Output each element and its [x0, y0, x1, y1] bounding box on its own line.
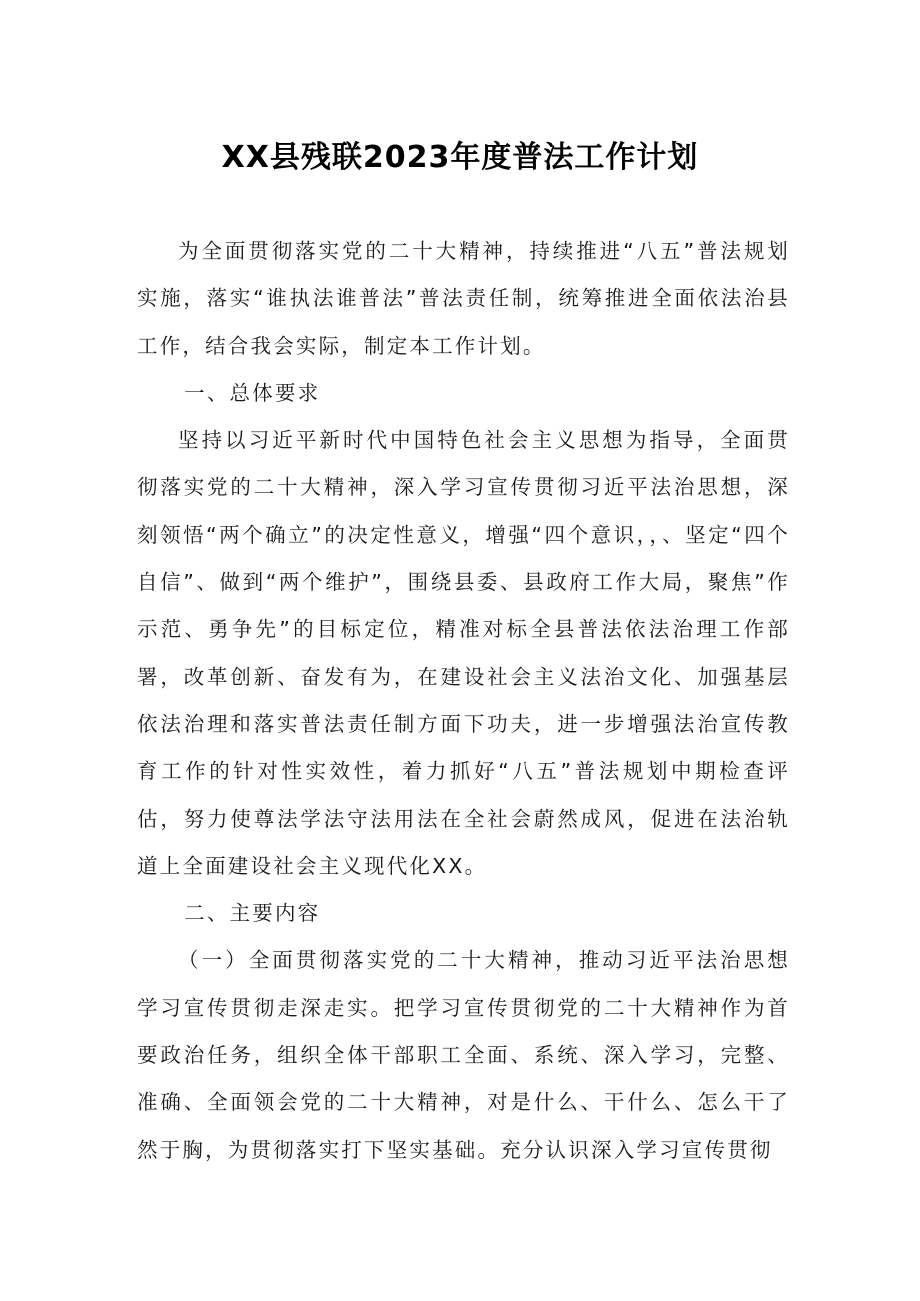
section-heading-2: 二、主要内容: [184, 901, 321, 926]
section-1-paragraph: 坚持以习近平新时代中国特色社会主义思想为指导，全面贯彻落实党的二十大精神，深入学习宣传贯彻习近平法治思想，深刻领悟“两个确立”的决定性意义，增强“四个意识，，、坚定“四个自信”、做到“两个维护”，围绕县委、县政府工作大局，聚焦”作示范、勇争先”的目标定位，精准对标全县普法依法治理工作部署，改革创新、奋发有为，在建设社会主义法治文化、加强基层依法治理和落实普法责任制方面下功夫，进一步增强法治宣传教育工作的针对性实效性，着力抓好“八五”普法规划中期检查评估，努力使尊法学法守法用法在全社会蔚然成风，促进在法治轨道上全面建设社会主义现代化XX。: [137, 428, 790, 878]
document-title: XX县残联2023年度普法工作计划: [221, 140, 699, 175]
document-body: [137, 228, 790, 1174]
section-2-paragraph: （一）全面贯彻落实党的二十大精神，推动习近平法治思想学习宣传贯彻走深走实。把学习宣传贯彻党的二十大精神作为首要政治任务，组织全体干部职工全面、系统、深入学习，完整、准确、全面领会党的二十大精神，对是什么、干什么、怎么干了然于胸，为贯彻落实打下坚实基础。充分认识深入学习宣传贯彻: [137, 948, 790, 1162]
section-heading-1: 一、总体要求: [184, 380, 321, 405]
intro-paragraph: 为全面贯彻落实党的二十大精神，持续推进“八五”普法规划实施，落实“谁执法谁普法”普法责任制，统筹推进全面依法治县工作，结合我会实际，制定本工作计划。: [137, 239, 790, 358]
